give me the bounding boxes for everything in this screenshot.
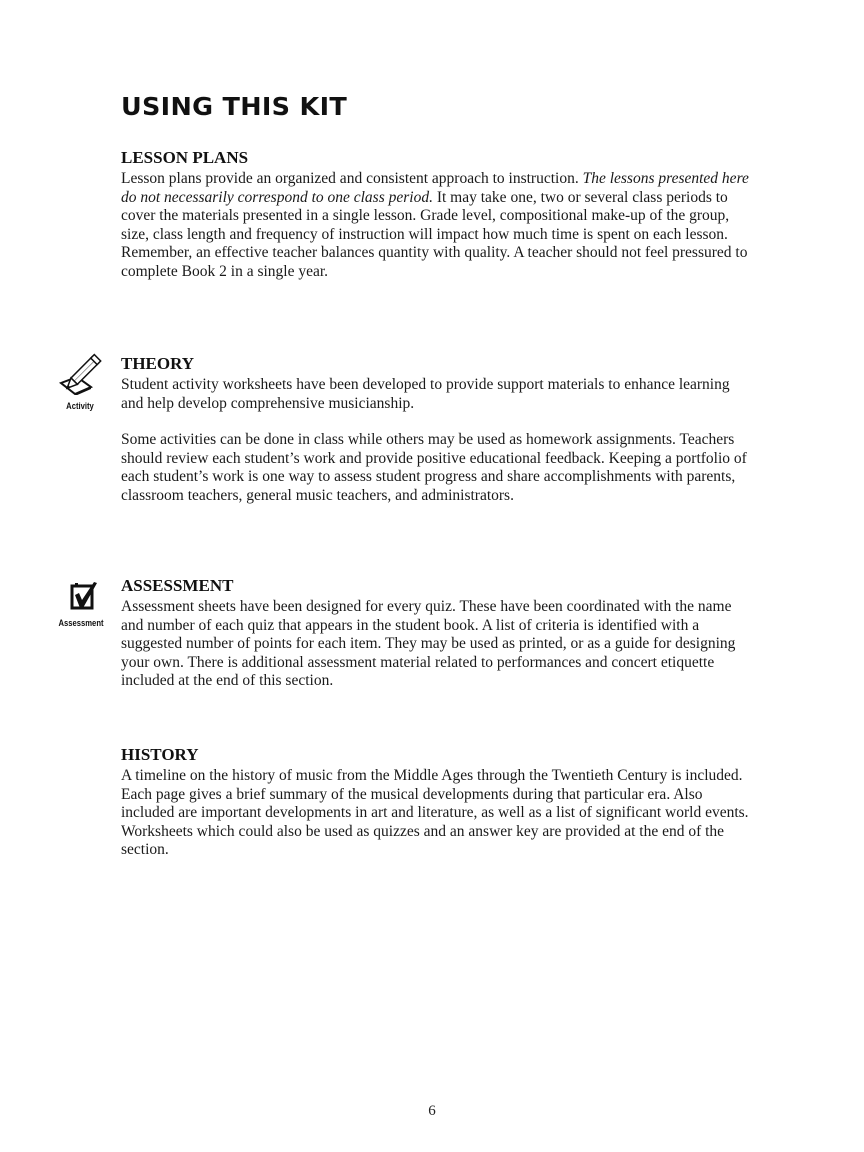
- assessment-icon-badge: [53, 580, 109, 628]
- italic-text-run: The lessons presented here do not necessarily correspond to one class period.: [121, 170, 749, 206]
- activity-icon-badge: [52, 353, 108, 411]
- section-heading: ASSESSMENT: [121, 576, 234, 595]
- pencil-icon: [55, 353, 105, 395]
- theory-paragraph-1: Student activity worksheets have been developed to provide support materials to enhance learning and help develop comprehensive musicianship.: [121, 376, 730, 412]
- lesson-plans-paragraph: [121, 170, 751, 282]
- section-lesson-plans: [121, 148, 751, 282]
- text-run: It may take one, two or several class periods to cover the materials presented in a single lesson. Grade level, compositional make-up of the group, size, class length and frequency of instruction will impact how much time is spent on each lesson. Remember, an effective teacher balances quantity with quality. A teacher should not feel pressured to complete Book 2 in a single year.: [121, 188, 748, 280]
- checkmark-box-icon: [61, 580, 101, 612]
- activity-icon-label: Activity: [66, 401, 94, 411]
- theory-paragraph-2: Some activities can be done in class while others may be used as homework assignments. Teachers should review each student’s work and provide positive educational feedback. Keeping a portfolio of each student’s work is one way to assess student progress and share accomplishments with parents, classroom teachers, general music teachers, and administrators.: [121, 431, 747, 504]
- section-theory: [121, 354, 751, 506]
- section-heading: HISTORY: [121, 745, 199, 764]
- text-run: Lesson plans provide an organized and consistent approach to instruction.: [121, 170, 583, 187]
- section-heading: THEORY: [121, 354, 195, 373]
- page-title: USING THIS KIT: [121, 92, 348, 121]
- section-heading: LESSON PLANS: [121, 148, 249, 167]
- assessment-icon-label: Assessment: [58, 618, 104, 628]
- section-history: [121, 745, 751, 860]
- history-paragraph: A timeline on the history of music from the Middle Ages through the Twentieth Century is included. Each page gives a brief summary of the musical developments during that particular era. Also included are important developments in art and literature, as well as a list of significant world events. Worksheets which could also be used as quizzes and an answer key are provided at the end of the section.: [121, 767, 749, 859]
- assessment-paragraph: Assessment sheets have been designed for every quiz. These have been coordinated with the name and number of each quiz that appears in the student book. A list of criteria is identified with a suggested number of points for each item. They may be used as printed, or as a guide for designing your own. There is additional assessment material related to performances and concert etiquette included at the end of this section.: [121, 598, 736, 690]
- page-number: 6: [428, 1103, 436, 1119]
- section-assessment: [121, 576, 751, 691]
